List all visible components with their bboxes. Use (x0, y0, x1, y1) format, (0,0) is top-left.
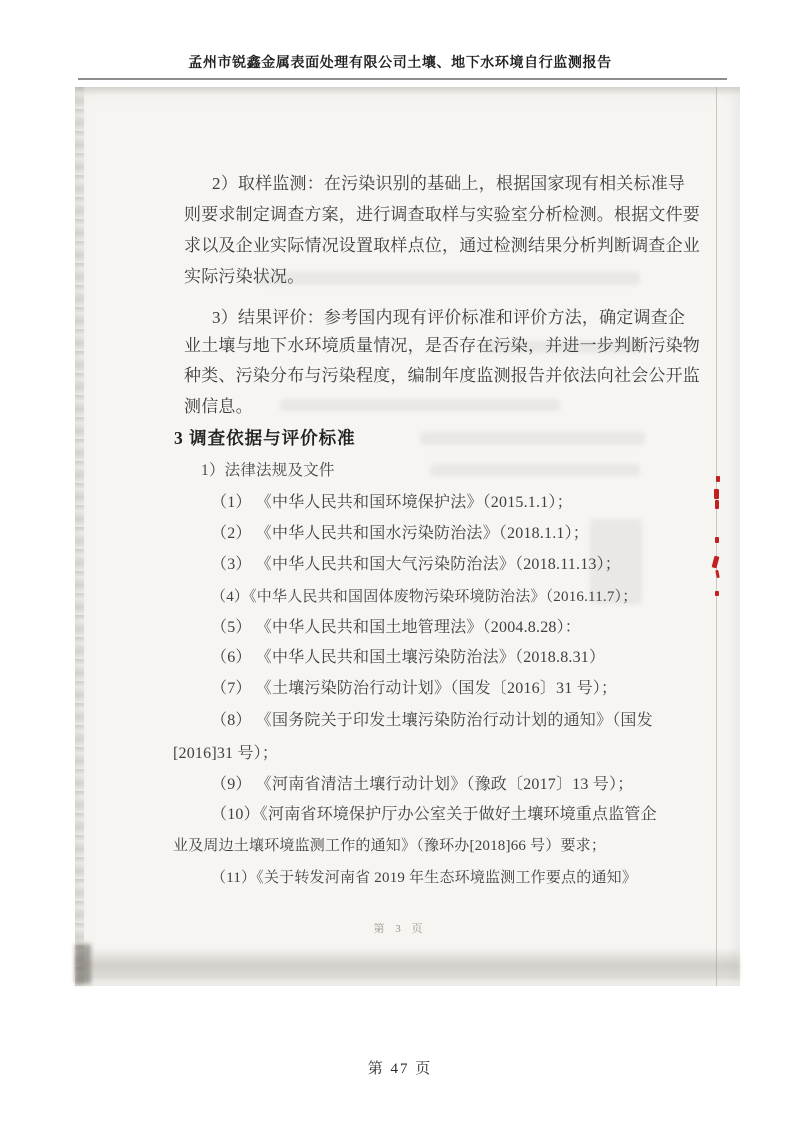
subsection-heading: 1）法律法规及文件 (201, 462, 335, 479)
scanned-page-number: 第 3 页 (373, 923, 427, 935)
red-ink-mark (716, 476, 720, 482)
report-header-title: 孟州市锐鑫金属表面处理有限公司土壤、地下水环境自行监测报告 (188, 56, 612, 71)
list-item: （9） 《河南省清洁土壤行动计划》（豫政〔2017〕13 号）； (211, 776, 634, 793)
list-item: （11）《关于转发河南省 2019 年生态环境监测工作要点的通知》 (211, 870, 638, 886)
scan-left-edge (75, 87, 84, 986)
section-heading: 3 调查依据与评价标准 (174, 428, 356, 448)
list-item-continuation: 业及周边土壤环境监测工作的通知》（豫环办[2018]66 号）要求； (173, 838, 607, 854)
scan-corner-smudge (75, 944, 91, 984)
red-ink-mark (715, 591, 719, 596)
paragraph-line: 2）取样监测：在污染识别的基础上，根据国家现有相关标准导 (212, 174, 686, 193)
list-item: （8） 《国务院关于印发土壤污染防治行动计划的通知》（国发 (211, 712, 653, 729)
red-ink-mark (715, 500, 719, 509)
list-item-continuation: [2016]31 号）； (173, 745, 279, 762)
scan-bottom-shadow (75, 948, 740, 980)
red-ink-mark (714, 489, 719, 499)
red-ink-mark (712, 556, 720, 569)
paragraph-line: 3）结果评价：参考国内现有评价标准和评价方法，确定调查企 (212, 308, 686, 327)
list-item: （3） 《中华人民共和国大气污染防治法》（2018.11.13）； (211, 556, 622, 573)
bleed-through-smudge (255, 272, 640, 285)
red-ink-mark (715, 570, 720, 578)
list-item: （7） 《土壤污染防治行动计划》（国发〔2016〕31 号）； (211, 680, 618, 697)
list-item: （2） 《中华人民共和国水污染防治法》（2018.1.1）； (211, 525, 590, 542)
bleed-through-smudge (420, 432, 645, 445)
list-item: （4）《中华人民共和国固体废物污染环境防治法》（2016.11.7）； (211, 589, 638, 605)
paragraph-line: 业土壤与地下水环境质量情况，是否存在污染，并进一步判断污染物 (184, 336, 700, 355)
paragraph-line: 测信息。 (184, 397, 253, 416)
paragraph-line: 则要求制定调查方案，进行调查取样与实验室分析检测。根据文件要 (184, 205, 700, 224)
bleed-through-smudge (280, 399, 560, 411)
page-number: 第 47 页 (367, 1061, 433, 1077)
list-item: （6） 《中华人民共和国土壤污染防治法》（2018.8.31） (211, 649, 606, 666)
list-item: （10）《河南省环境保护厅办公室关于做好土壤环境重点监管企 (211, 806, 657, 823)
bleed-through-smudge (430, 464, 640, 476)
paragraph-line: 求以及企业实际情况设置取样点位，通过检测结果分析判断调查企业 (184, 236, 700, 255)
list-item: （5） 《中华人民共和国土地管理法》（2004.8.28）： (211, 619, 582, 636)
header-rule (78, 78, 727, 80)
paragraph-line: 实际污染状况。 (184, 267, 305, 286)
list-item: （1） 《中华人民共和国环境保护法》（2015.1.1）； (211, 494, 573, 511)
red-ink-mark (715, 537, 719, 543)
paragraph-line: 种类、污染分布与污染程度，编制年度监测报告并依法向社会公开监 (184, 366, 700, 385)
scan-top-edge (75, 87, 740, 95)
